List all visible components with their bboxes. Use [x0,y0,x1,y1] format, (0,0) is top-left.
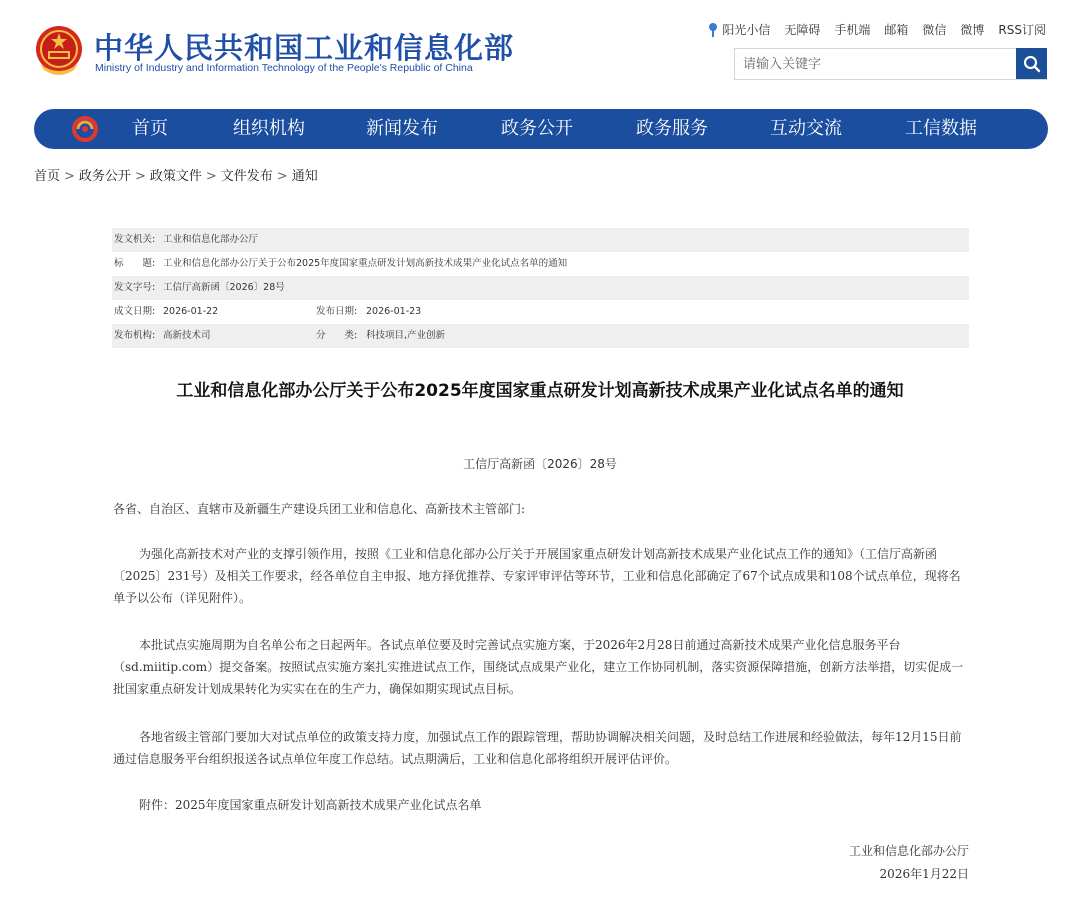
article-signer: 工业和信息化部办公厅 [848,844,969,858]
meta-label: 标 题: [114,258,156,269]
article-docno: 工信厅高新函〔2026〕28号 [463,457,617,471]
search-icon [1023,55,1041,73]
meta-created-date: 2026-01-22 [163,306,219,317]
breadcrumb-separator: > [64,169,75,184]
breadcrumb-doc-release[interactable]: 文件发布 [220,169,273,184]
meta-published-date: 2026-01-23 [366,306,422,317]
miit-logo-icon[interactable] [72,116,98,142]
toplink-label: 阳光小信 [722,23,771,37]
site-subtitle-en: Ministry of Industry and Information Technology of the People's Republic of China [95,62,473,74]
meta-row-docno [112,276,969,300]
article-paragraph: 本批试点实施周期为自名单公布之日起两年。各试点单位要及时完善试点实施方案，于2026年2月28日前通过高新技术成果产业化信息服务平台（sd.miitip.com）提交备案。按照试点实施方案扎实推进试点工作，围绕试点成果产业化，建立工作协同机制，落实资源保障措施，创新方法举措，切实促成一批国家重点研发计划成果转化为实实在在的生产力，确保如期实现试点目标。 [113,638,964,696]
toplink-rss[interactable]: RSS订阅 [998,23,1046,37]
meta-subject: 工业和信息化部办公厅关于公布2025年度国家重点研发计划高新技术成果产业化试点名单的通知 [163,258,568,269]
toplink-sunshine[interactable] [708,21,770,38]
pin-icon [708,22,718,38]
toplink-weibo[interactable]: 微博 [960,23,985,37]
breadcrumb-separator: > [276,169,288,184]
search-box [734,48,1047,80]
nav-government-affairs[interactable]: 政务公开 [501,118,573,139]
meta-label: 成文日期: [114,306,156,317]
article-salutation: 各省、自治区、直辖市及新疆生产建设兵团工业和信息化、高新技术主管部门: [113,502,526,516]
meta-label: 发布日期: [316,306,358,317]
nav-home[interactable]: 首页 [132,118,168,139]
article-date: 2026年1月22日 [879,867,969,881]
meta-category: 科技项目,产业创新 [366,330,446,341]
article-paragraph: 为强化高新技术对产业的支撑引领作用，按照《工业和信息化部办公厅关于开展国家重点研发计划高新技术成果产业化试点工作的通知》（工信厅高新函〔2025〕231号）及相关工作要求，经各单位自主申报、地方择优推荐、专家评审评估等环节，工业和信息化部确定了67个试点成果和108个试点单位，现将名单予以公布（详见附件）。 [113,547,961,605]
main-nav [34,109,1048,149]
breadcrumb-home[interactable]: 首页 [34,169,61,184]
nav-organization[interactable]: 组织机构 [233,118,305,139]
nav-data[interactable]: 工信数据 [905,118,977,139]
breadcrumb-gov-affairs[interactable]: 政务公开 [78,169,131,184]
document-meta-table [112,228,969,348]
breadcrumb-policy-docs[interactable]: 政策文件 [149,169,202,184]
site-title[interactable]: 中华人民共和国工业和信息化部 [94,31,515,65]
nav-services[interactable]: 政务服务 [636,118,708,139]
article-attachment-link[interactable]: 附件：2025年度国家重点研发计划高新技术成果产业化试点名单 [139,798,482,812]
meta-label: 发文机关: [114,234,156,245]
article-title: 工业和信息化部办公厅关于公布2025年度国家重点研发计划高新技术成果产业化试点名单的通知 [176,381,904,401]
toplink-accessibility[interactable]: 无障碍 [784,23,821,37]
search-button[interactable] [1016,48,1047,79]
meta-row-subject [112,252,969,276]
breadcrumb [34,165,318,184]
toplink-mail[interactable]: 邮箱 [884,23,909,37]
meta-row-dates [112,300,969,324]
meta-row-org [112,324,969,348]
breadcrumb-separator: > [134,169,146,184]
meta-row-issuer [112,228,969,252]
article-paragraph: 各地省级主管部门要加大对试点单位的政策支持力度，加强试点工作的跟踪管理，帮助协调解决相关问题，及时总结工作进展和经验做法，每年12月15日前通过信息服务平台组织报送各试点单位年度工作总结。试点期满后，工业和信息化部将组织开展评估评价。 [113,730,962,766]
meta-label: 发布机构: [114,330,156,341]
meta-label: 发文字号: [114,282,156,293]
breadcrumb-separator: > [205,169,217,184]
top-links [694,21,1046,38]
toplink-mobile[interactable]: 手机端 [834,23,871,37]
meta-label: 分 类: [316,330,358,341]
meta-issuer: 工业和信息化部办公厅 [163,234,259,245]
nav-interaction[interactable]: 互动交流 [770,118,842,139]
breadcrumb-notice[interactable]: 通知 [291,169,318,184]
site-header [0,0,1080,105]
search-input[interactable] [735,49,1016,79]
meta-docno: 工信厅高新函〔2026〕28号 [163,282,285,293]
meta-org: 高新技术司 [163,330,211,341]
nav-news[interactable]: 新闻发布 [366,118,438,139]
toplink-wechat[interactable]: 微信 [922,23,947,37]
national-emblem-icon[interactable] [34,24,84,78]
